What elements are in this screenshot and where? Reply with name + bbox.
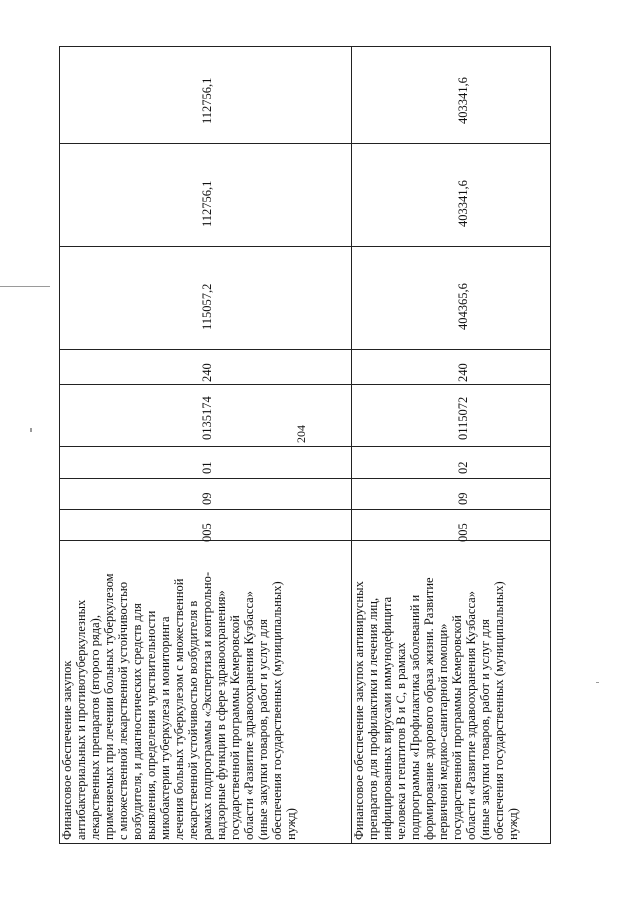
scan-mark bbox=[0, 286, 50, 287]
row-2-amount-3: 403341,6 bbox=[456, 77, 470, 124]
row-2-amount-1: 404365,6 bbox=[456, 283, 470, 330]
row-2-expense-type: 240 bbox=[456, 363, 470, 382]
row-1-section: 09 bbox=[200, 492, 214, 505]
scan-mark bbox=[596, 682, 599, 683]
row-2-description: Финансовое обеспечение закупок антивирусных препаратов для профилактики и лечения лиц, инфицированных вирусами иммунодефицита человека и гепатитов B и C, в рамках подпрограммы «Профилактика заболеваний и формирование здорового образа жизни. Развитие первичной медико-санитарной помощи» государственной программы Кемеровской области «Развитие здравоохранения Кузбасса» (иные закупки товаров, работ и услуг для обеспечения государственных (муниципальных) нужд) bbox=[352, 577, 520, 840]
row-2-subsection: 02 bbox=[456, 461, 470, 474]
row-1-subsection: 01 bbox=[200, 461, 214, 474]
row-1-description: Финансовое обеспечение закупок антибактериальных и противотуберкулезных лекарственных препаратов (второго ряда), применяемых при лечении больных туберкулезом с множественной лекарственной устойчивостью возбудителя, и диагностических средств для выявления, определения чувствительности микобактерии туберкулеза и мониторинга лечения больных туберкулезом с множественной лекарственной устойчивостью возбудителя в рамках подпрограммы «Экспертиза и контрольно- надзорные функции в сфере здравоохранения» государственной программы Кемеровской области «Развитие здравоохранения Кузбасса» (иные закупки товаров, работ и услуг для обеспечения государственных (муниципальных) нужд) bbox=[60, 572, 298, 840]
row-1-amount-2: 112756,1 bbox=[200, 180, 214, 227]
row-1-amount-1: 115057,2 bbox=[200, 283, 214, 330]
row-1-amount-3: 112756,1 bbox=[200, 77, 214, 124]
page-number: 204 bbox=[294, 425, 308, 443]
scan-mark bbox=[30, 428, 32, 432]
row-1-expense-type: 240 bbox=[200, 363, 214, 382]
row-1-ministry: 005 bbox=[200, 523, 214, 542]
row-2-target-article: 0115072 bbox=[456, 396, 470, 440]
row-1-target-article: 0135174 bbox=[200, 396, 214, 440]
row-2-section: 09 bbox=[456, 492, 470, 505]
row-2-ministry: 005 bbox=[456, 523, 470, 542]
row-2-amount-2: 403341,6 bbox=[456, 180, 470, 227]
